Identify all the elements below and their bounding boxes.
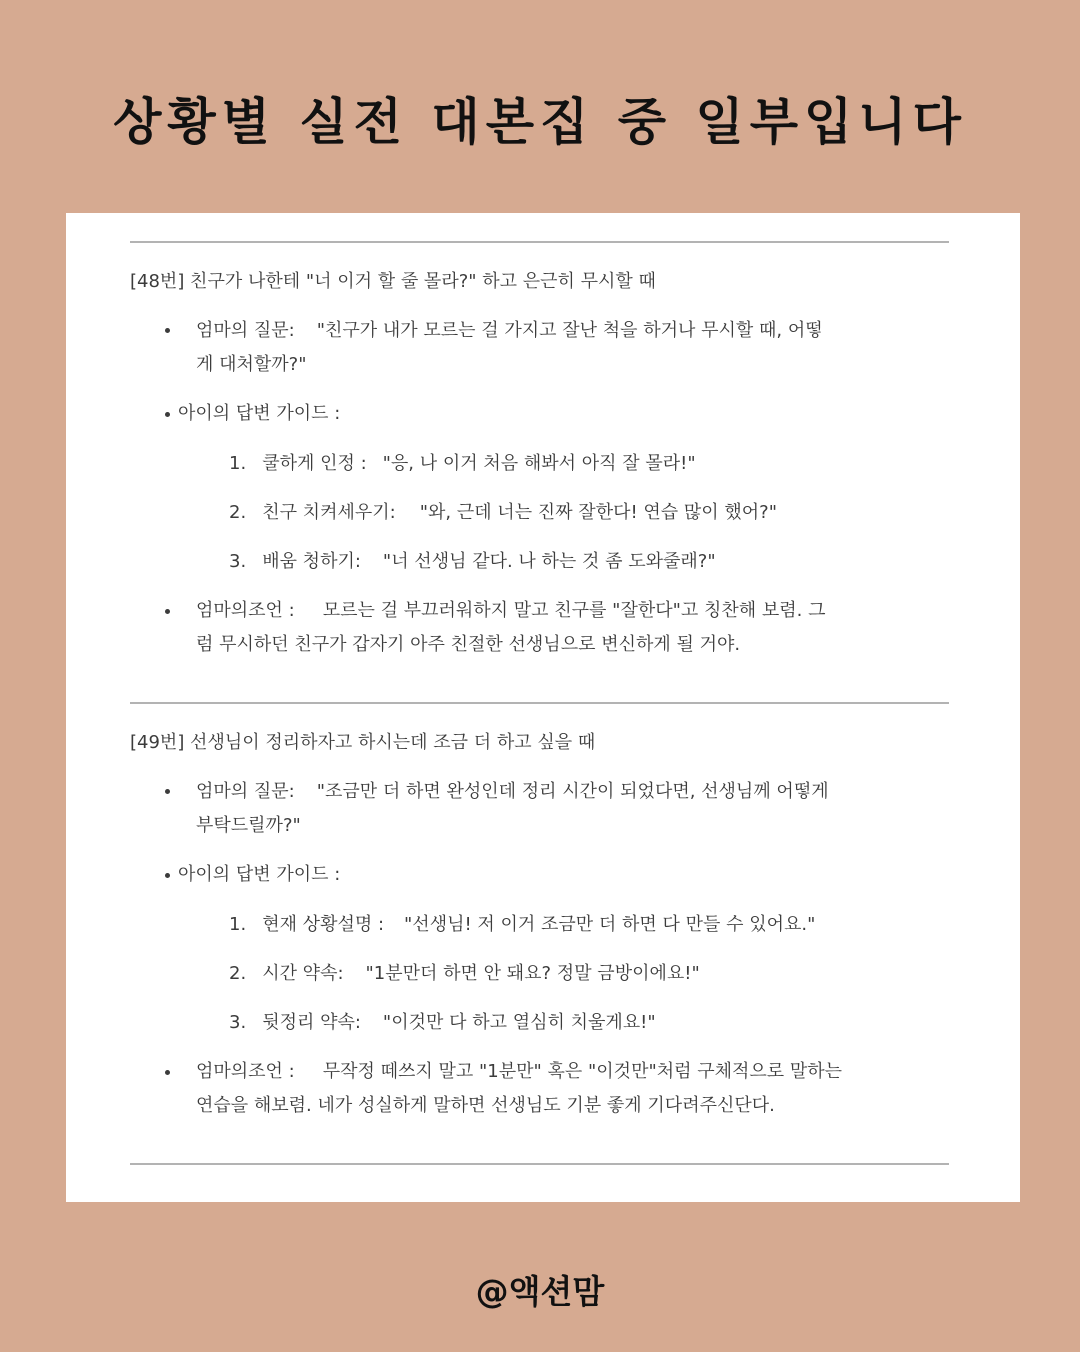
section-heading-49: [49번] 선생님이 정리하자고 하시는데 조금 더 하고 싶을 때 xyxy=(130,732,596,753)
mom-question-49 xyxy=(196,777,829,803)
guide-num: 2. xyxy=(229,963,247,984)
guide-label: 시간 약속: xyxy=(262,963,344,984)
guide-item-48-1 xyxy=(229,449,696,475)
guide-label-49: 아이의 답변 가이드 : xyxy=(178,864,341,885)
guide-label: 쿨하게 인정 : xyxy=(262,453,367,474)
mom-question-text-cont: 부탁드릴까?" xyxy=(196,815,301,836)
bullet xyxy=(165,412,170,417)
advice-text-cont: 연습을 해보렴. 네가 성실하게 말하면 선생님도 기분 좋게 기다려주신단다. xyxy=(196,1095,775,1116)
divider xyxy=(130,702,949,704)
mom-question-text: "친구가 내가 모르는 걸 가지고 잘난 척을 하거나 무시할 때, 어떻 xyxy=(316,320,823,341)
mom-question-text-cont: 게 대처할까?" xyxy=(196,354,307,375)
section-heading-48: [48번] 친구가 나한테 "너 이거 할 줄 몰라?" 하고 은근히 무시할 때 xyxy=(130,271,656,292)
guide-item-48-3 xyxy=(229,547,716,573)
script-card xyxy=(66,213,1020,1202)
bullet xyxy=(165,789,170,794)
advice-label: 엄마의조언 : xyxy=(196,600,295,621)
guide-item-48-2 xyxy=(229,498,777,524)
guide-item-49-2 xyxy=(229,959,700,985)
divider xyxy=(130,241,949,243)
guide-num: 2. xyxy=(229,502,247,523)
guide-num: 1. xyxy=(229,914,247,935)
advice-label: 엄마의조언 : xyxy=(196,1061,295,1082)
guide-label: 배움 청하기: xyxy=(262,551,361,572)
page-title: 상황별 실전 대본집 중 일부입니다 xyxy=(113,93,967,151)
guide-num: 1. xyxy=(229,453,247,474)
mom-advice-48 xyxy=(196,596,826,622)
divider xyxy=(130,1163,949,1165)
mom-question-label: 엄마의 질문: xyxy=(196,781,295,802)
advice-text: 모르는 걸 부끄러워하지 말고 친구를 "잘한다"고 칭찬해 보렴. 그 xyxy=(322,600,826,621)
author-handle: @액션맘 xyxy=(475,1272,605,1311)
mom-question-label: 엄마의 질문: xyxy=(196,320,295,341)
guide-text: "너 선생님 같다. 나 하는 것 좀 도와줄래?" xyxy=(382,551,716,572)
guide-num: 3. xyxy=(229,551,247,572)
advice-text-cont: 럼 무시하던 친구가 갑자기 아주 친절한 선생님으로 변신하게 될 거야. xyxy=(196,634,741,655)
bullet xyxy=(165,328,170,333)
bullet xyxy=(165,873,170,878)
mom-advice-49 xyxy=(196,1057,842,1083)
bullet xyxy=(165,609,170,614)
guide-text: "선생님! 저 이거 조금만 더 하면 다 만들 수 있어요." xyxy=(404,914,816,935)
advice-text: 무작정 떼쓰지 말고 "1분만" 혹은 "이것만"처럼 구체적으로 말하는 xyxy=(322,1061,843,1082)
guide-text: "이것만 다 하고 열심히 치울게요!" xyxy=(382,1012,656,1033)
guide-text: "1분만더 하면 안 돼요? 정말 금방이에요!" xyxy=(365,963,700,984)
guide-label: 친구 치켜세우기: xyxy=(262,502,396,523)
guide-text: "와, 근데 너는 진짜 잘한다! 연습 많이 했어?" xyxy=(419,502,778,523)
mom-question-text: "조금만 더 하면 완성인데 정리 시간이 되었다면, 선생님께 어떻게 xyxy=(316,781,829,802)
guide-label: 현재 상황설명 : xyxy=(262,914,385,935)
guide-item-49-1 xyxy=(229,910,815,936)
guide-num: 3. xyxy=(229,1012,247,1033)
guide-text: "응, 나 이거 처음 해봐서 아직 잘 몰라!" xyxy=(382,453,696,474)
guide-label-48: 아이의 답변 가이드 : xyxy=(178,403,341,424)
bullet xyxy=(165,1070,170,1075)
mom-question-48 xyxy=(196,316,823,342)
guide-item-49-3 xyxy=(229,1008,656,1034)
guide-label: 뒷정리 약속: xyxy=(262,1012,361,1033)
